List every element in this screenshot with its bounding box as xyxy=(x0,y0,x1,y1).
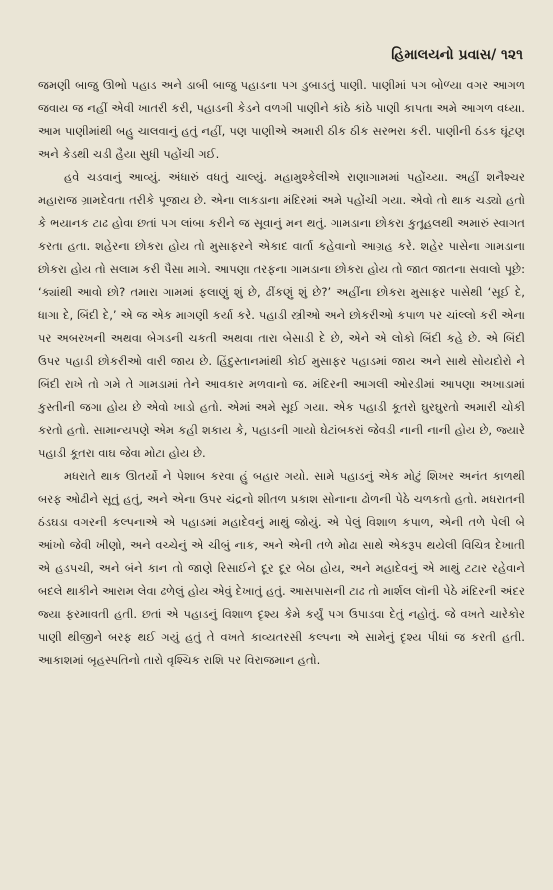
paragraph-3: મધરાતે થાક ઊતર્યો ને પેશાબ કરવા હું બહાર ગયો. સામે પહાડનું એક મોટું શિખર અનંત કાળથી બરફ ઓઢીને સૂતું હતું, અને એના ઉપર ચંદ્રનો શીતળ પ્રકાશ સોનાના ઢોળની પેઠે ચળકતો હતો. મધરાતની ઠંડઘડા વગરની કલ્પનાએ એ પહાડમાં મહાદેવનું માથું જોયું. એ પેલું વિશાળ કપાળ, એની તળે પેલી બે આંખો જેવી ખીણો, અને વચ્ચેનું એ ચીબું નાક, અને એની તળે મોઢા સાથે એકરૂપ થયેલી વિચિત્ર દેખાતી એ હડપચી, અને બંને કાન તો જાણે રિસાઈને દૂર દૂર બેઠા હોય, અને મહાદેવનું એ માથું ટટાર રહેવાને બદલે થાકીને આરામ લેવા ઢળેલું હોય એવું દેખાતું હતું. આસપાસની ટાઢ તો માર્શલ લૉની પેઠે મંદિરની અંદર જ્યા ફરમાવતી હતી. છતાં એ પહાડનું વિશાળ દૃશ્ય કેમે કર્યું પગ ઉપાડવા દેતું નહોતું. જે વખતે ચારેકોર પાણી થીજીને બરફ થઈ ગયું હતું તે વખતે કાવ્યતરસી કલ્પના એ સામેનું દૃશ્ય પીધાં જ કરતી હતી. આકાશમાં બૃહસ્પતિનો તારો વૃશ્ચિક રાશિ પર વિરાજમાન હતો. xyxy=(38,469,525,667)
running-header: હિમાલયનો પ્રવાસ/ ૧૨૧ xyxy=(391,47,523,63)
paragraph-1: જમણી બાજુ ઊભો પહાડ અને ડાબી બાજુ પહાડના પગ ડુબાડતું પાણી. પાણીમાં પગ બોળ્યા વગર આગળ જવાય જ નહીં એવી ખાતરી કરી, પહાડની કેડને વળગી પાણીને કાંઠે કાંઠે પાણી કાપતા અમે આગળ વધ્યા. આમ પાણીમાંથી બહુ ચાલવાનું હતું નહીં, પણ પાણીએ અમારી ઠીક ઠીક સરભરા કરી. પાણીની ઠંડક ઘૂંટણ અને કેડથી ચડી હૈયા સુધી પહોંચી ગઈ. xyxy=(38,78,525,161)
paragraph-2: હવે ચડવાનું આવ્યું. અંધારું વધતું ચાલ્યું. મહામુશ્કેલીએ રાણાગામમાં પહોંચ્યા. અહીં શનૈશ્ચર મહારાજ ગ્રામદેવતા તરીકે પૂજાય છે. એના લાકડાના મંદિરમાં અમે પહોંચી ગયા. એવો તો થાક ચડ્યો હતો કે ભયાનક ટાઢ હોવા છતાં પગ લાંબા કરીને જ સૂવાનું મન થતું. ગામડાના છોકરા કુતૂહલથી અમારું સ્વાગત કરતા હતા. શહેરના છોકરા હોય તો મુસાફરને એકાદ વાર્તા કહેવાનો આગ્રહ કરે. શહેર પાસેના ગામડાના છોકરા હોય તો સલામ કરી પૈસા માગે. આપણા તરફના ગામડાના છોકરા હોય તો જાત જાતના સવાલો પૂછે: ‘ક્યાંથી આવો છો? તમારા ગામમાં ફલાણું શું છે, ઢીંકણું શું છે?’ અહીંના છોકરા મુસાફર પાસેથી ‘સૂઈ દે, ધાગા દે, બિંદી દે,’ એ જ એક માગણી કર્યા કરે. પહાડી સ્ત્રીઓ અને છોકરીઓ કપાળ પર ચાંલ્લો કરી એના પર અબરખની અથવા બેગડની ચકતી અથવા તારા બેસાડી દે છે, એને એ લોકો બિંદી કહે છે. એ બિંદી ઉપર પહાડી છોકરીઓ વારી જાય છે. હિંદુસ્તાનમાંથી કોઈ મુસાફર પહાડમાં જાય અને સાથે સોયદોરો ને બિંદી રાખે તો ગમે તે ગામડામાં તેને આવકાર મળવાનો જ. મંદિરની આગલી ઓરડીમાં આપણા અખાડામાં કુસ્તીની જગા હોય છે એવો ખાડો હતો. એમાં અમે સૂઈ ગયા. એક પહાડી કૂતરો ઘુરઘુરતો અમારી ચોકી કરતો હતો. સામાન્યપણે એમ કહી શકાય કે, પહાડની ગાયો ઘેટાંબકરાં જેવડી નાની નાની હોય છે, જ્યારે પહાડી કૂતરા વાઘ જેવા મોટા હોય છે. xyxy=(38,170,525,460)
